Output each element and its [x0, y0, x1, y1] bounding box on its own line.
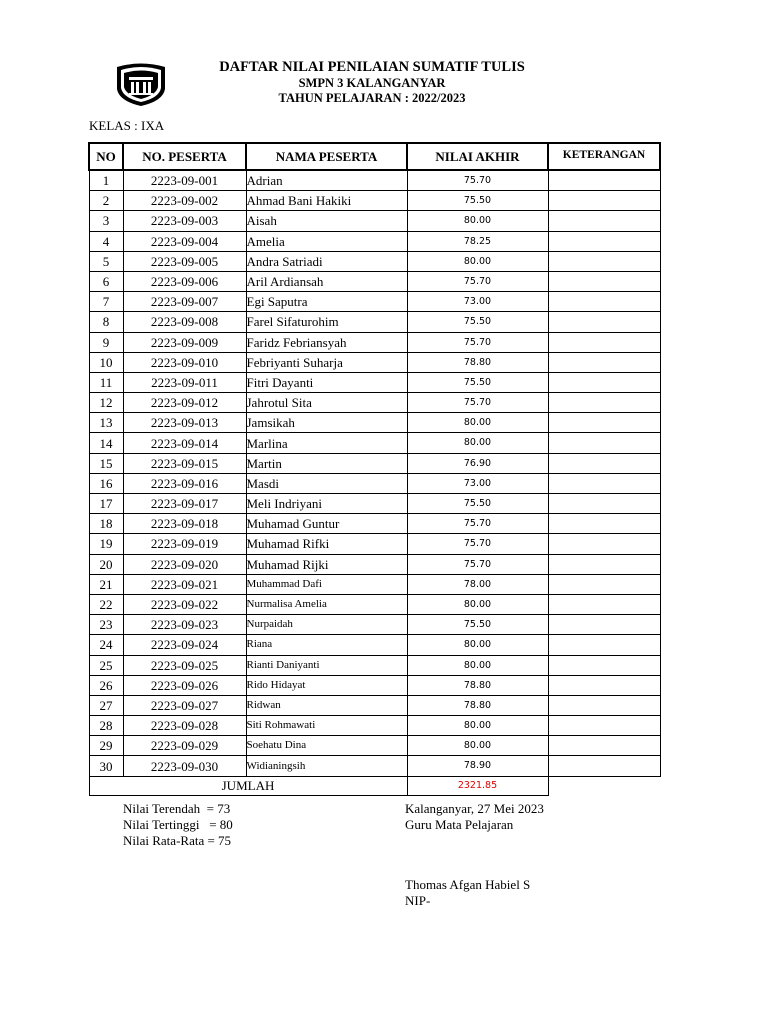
table-row	[89, 170, 660, 191]
table-row	[89, 615, 660, 635]
column-header-no: NO	[89, 143, 123, 170]
row-number: 19	[89, 534, 123, 554]
participant-id: 2223-09-024	[123, 635, 246, 655]
signer-role: Guru Mata Pelajaran	[405, 817, 514, 832]
remarks	[548, 534, 660, 554]
participant-id: 2223-09-028	[123, 716, 246, 736]
participant-id: 2223-09-007	[123, 292, 246, 312]
table-row	[89, 251, 660, 271]
row-number: 26	[89, 675, 123, 695]
final-score: 80.00	[407, 716, 548, 736]
table-row	[89, 393, 660, 413]
row-number: 11	[89, 372, 123, 392]
participant-name: Fitri Dayanti	[246, 372, 407, 392]
remarks	[548, 574, 660, 594]
final-score: 78.25	[407, 231, 548, 251]
participant-id: 2223-09-017	[123, 494, 246, 514]
table-body	[89, 170, 660, 776]
remarks	[548, 594, 660, 614]
participant-name: Masdi	[246, 473, 407, 493]
table-row	[89, 332, 660, 352]
participant-id: 2223-09-027	[123, 695, 246, 715]
participant-name: Riana	[246, 635, 407, 655]
participant-id: 2223-09-014	[123, 433, 246, 453]
remarks	[548, 554, 660, 574]
participant-id: 2223-09-018	[123, 514, 246, 534]
signature-block	[405, 877, 530, 909]
participant-id: 2223-09-011	[123, 372, 246, 392]
remarks	[548, 352, 660, 372]
final-score: 75.70	[407, 534, 548, 554]
participant-name: Egi Saputra	[246, 292, 407, 312]
participant-id: 2223-09-009	[123, 332, 246, 352]
table-row	[89, 271, 660, 291]
row-number: 14	[89, 433, 123, 453]
highest-score: Nilai Tertinggi = 80	[123, 817, 233, 832]
class-label: KELAS : IXA	[89, 118, 165, 133]
remarks	[548, 312, 660, 332]
final-score: 80.00	[407, 251, 548, 271]
final-score: 80.00	[407, 413, 548, 433]
table-row	[89, 736, 660, 756]
row-number: 12	[89, 393, 123, 413]
remarks	[548, 292, 660, 312]
place-date: Kalanganyar, 27 Mei 2023	[405, 801, 544, 816]
remarks	[548, 756, 660, 776]
table-row	[89, 211, 660, 231]
row-number: 21	[89, 574, 123, 594]
total-row	[89, 776, 660, 795]
row-number: 29	[89, 736, 123, 756]
table-row	[89, 372, 660, 392]
participant-name: Soehatu Dina	[246, 736, 407, 756]
remarks	[548, 191, 660, 211]
participant-id: 2223-09-023	[123, 615, 246, 635]
remarks	[548, 332, 660, 352]
column-header-participant-id: NO. PESERTA	[123, 143, 246, 170]
row-number: 24	[89, 635, 123, 655]
row-number: 20	[89, 554, 123, 574]
participant-name: Meli Indriyani	[246, 494, 407, 514]
remarks	[548, 473, 660, 493]
row-number: 6	[89, 271, 123, 291]
participant-id: 2223-09-013	[123, 413, 246, 433]
participant-id: 2223-09-020	[123, 554, 246, 574]
remarks	[548, 231, 660, 251]
participant-id: 2223-09-016	[123, 473, 246, 493]
final-score: 80.00	[407, 635, 548, 655]
participant-name: Adrian	[246, 170, 407, 191]
column-header-participant-name: NAMA PESERTA	[246, 143, 407, 170]
participant-name: Muhamad Guntur	[246, 514, 407, 534]
table-row	[89, 494, 660, 514]
participant-id: 2223-09-030	[123, 756, 246, 776]
column-header-final-score: NILAI AKHIR	[407, 143, 548, 170]
document-title: DAFTAR NILAI PENILAIAN SUMATIF TULIS	[219, 59, 525, 75]
final-score: 80.00	[407, 433, 548, 453]
remarks	[548, 251, 660, 271]
signer-nip: NIP-	[405, 893, 431, 908]
final-score: 80.00	[407, 211, 548, 231]
participant-name: Andra Satriadi	[246, 251, 407, 271]
final-score: 78.80	[407, 695, 548, 715]
participant-id: 2223-09-008	[123, 312, 246, 332]
participant-id: 2223-09-025	[123, 655, 246, 675]
table-row	[89, 635, 660, 655]
participant-name: Febriyanti Suharja	[246, 352, 407, 372]
row-number: 3	[89, 211, 123, 231]
signer-name: Thomas Afgan Habiel S	[405, 877, 531, 892]
participant-name: Jamsikah	[246, 413, 407, 433]
participant-name: Marlina	[246, 433, 407, 453]
participant-id: 2223-09-026	[123, 675, 246, 695]
column-header-remarks: KETERANGAN	[548, 143, 660, 170]
participant-id: 2223-09-005	[123, 251, 246, 271]
table-row	[89, 756, 660, 776]
participant-name: Muhamad Rifki	[246, 534, 407, 554]
participant-name: Farel Sifaturohim	[246, 312, 407, 332]
final-score: 73.00	[407, 473, 548, 493]
final-score: 75.70	[407, 332, 548, 352]
row-number: 22	[89, 594, 123, 614]
row-number: 2	[89, 191, 123, 211]
table-row	[89, 675, 660, 695]
final-score: 75.50	[407, 615, 548, 635]
row-number: 15	[89, 453, 123, 473]
row-number: 16	[89, 473, 123, 493]
signature-header	[405, 801, 544, 833]
participant-name: Nurmalisa Amelia	[246, 594, 407, 614]
table-row	[89, 413, 660, 433]
participant-id: 2223-09-019	[123, 534, 246, 554]
total-empty-cell	[548, 776, 660, 795]
table-row	[89, 554, 660, 574]
participant-name: Siti Rohmawati	[246, 716, 407, 736]
table-row	[89, 473, 660, 493]
participant-name: Muhamad Rijki	[246, 554, 407, 574]
participant-name: Widianingsih	[246, 756, 407, 776]
final-score: 75.70	[407, 271, 548, 291]
participant-name: Muhammad Dafi	[246, 574, 407, 594]
participant-name: Nurpaidah	[246, 615, 407, 635]
average-score: Nilai Rata-Rata = 75	[123, 833, 232, 848]
table-row	[89, 514, 660, 534]
remarks	[548, 271, 660, 291]
table-row	[89, 191, 660, 211]
row-number: 30	[89, 756, 123, 776]
final-score: 75.50	[407, 191, 548, 211]
participant-id: 2223-09-002	[123, 191, 246, 211]
school-name: SMPN 3 KALANGANYAR	[298, 76, 446, 90]
final-score: 75.70	[407, 170, 548, 191]
participant-name: Rido Hidayat	[246, 675, 407, 695]
final-score: 78.80	[407, 675, 548, 695]
remarks	[548, 453, 660, 473]
row-number: 28	[89, 716, 123, 736]
table-row	[89, 352, 660, 372]
row-number: 10	[89, 352, 123, 372]
grades-table	[88, 142, 661, 796]
participant-name: Jahrotul Sita	[246, 393, 407, 413]
final-score: 80.00	[407, 736, 548, 756]
row-number: 27	[89, 695, 123, 715]
total-label: JUMLAH	[89, 776, 407, 795]
participant-name: Faridz Febriansyah	[246, 332, 407, 352]
participant-id: 2223-09-001	[123, 170, 246, 191]
remarks	[548, 170, 660, 191]
total-value: 2321.85	[407, 776, 548, 795]
remarks	[548, 695, 660, 715]
participant-name: Martin	[246, 453, 407, 473]
participant-id: 2223-09-029	[123, 736, 246, 756]
final-score: 75.50	[407, 372, 548, 392]
remarks	[548, 514, 660, 534]
participant-name: Aril Ardiansah	[246, 271, 407, 291]
table-row	[89, 231, 660, 251]
school-logo-icon	[113, 61, 169, 107]
remarks	[548, 675, 660, 695]
table-row	[89, 292, 660, 312]
table-row	[89, 453, 660, 473]
remarks	[548, 655, 660, 675]
final-score: 78.00	[407, 574, 548, 594]
row-number: 25	[89, 655, 123, 675]
remarks	[548, 615, 660, 635]
table-row	[89, 695, 660, 715]
final-score: 75.50	[407, 312, 548, 332]
participant-id: 2223-09-003	[123, 211, 246, 231]
remarks	[548, 736, 660, 756]
final-score: 73.00	[407, 292, 548, 312]
remarks	[548, 211, 660, 231]
remarks	[548, 716, 660, 736]
row-number: 1	[89, 170, 123, 191]
table-row	[89, 312, 660, 332]
participant-id: 2223-09-012	[123, 393, 246, 413]
participant-name: Ahmad Bani Hakiki	[246, 191, 407, 211]
final-score: 80.00	[407, 655, 548, 675]
table-row	[89, 716, 660, 736]
table-row	[89, 574, 660, 594]
row-number: 23	[89, 615, 123, 635]
final-score: 75.70	[407, 514, 548, 534]
participant-id: 2223-09-021	[123, 574, 246, 594]
participant-id: 2223-09-010	[123, 352, 246, 372]
participant-name: Amelia	[246, 231, 407, 251]
table-row	[89, 655, 660, 675]
final-score: 80.00	[407, 594, 548, 614]
final-score: 78.80	[407, 352, 548, 372]
remarks	[548, 372, 660, 392]
row-number: 18	[89, 514, 123, 534]
row-number: 13	[89, 413, 123, 433]
table-header-row	[89, 143, 660, 170]
participant-id: 2223-09-015	[123, 453, 246, 473]
row-number: 4	[89, 231, 123, 251]
final-score: 78.90	[407, 756, 548, 776]
score-summary	[123, 801, 233, 849]
row-number: 7	[89, 292, 123, 312]
table-row	[89, 594, 660, 614]
final-score: 75.70	[407, 393, 548, 413]
lowest-score: Nilai Terendah = 73	[123, 801, 231, 816]
final-score: 75.50	[407, 494, 548, 514]
participant-id: 2223-09-006	[123, 271, 246, 291]
row-number: 17	[89, 494, 123, 514]
row-number: 5	[89, 251, 123, 271]
academic-year: TAHUN PELAJARAN : 2022/2023	[278, 91, 466, 105]
participant-name: Ridwan	[246, 695, 407, 715]
remarks	[548, 635, 660, 655]
participant-id: 2223-09-004	[123, 231, 246, 251]
row-number: 9	[89, 332, 123, 352]
remarks	[548, 413, 660, 433]
participant-id: 2223-09-022	[123, 594, 246, 614]
row-number: 8	[89, 312, 123, 332]
remarks	[548, 494, 660, 514]
final-score: 75.70	[407, 554, 548, 574]
remarks	[548, 433, 660, 453]
remarks	[548, 393, 660, 413]
participant-name: Rianti Daniyanti	[246, 655, 407, 675]
table-row	[89, 433, 660, 453]
table-row	[89, 534, 660, 554]
final-score: 76.90	[407, 453, 548, 473]
participant-name: Aisah	[246, 211, 407, 231]
